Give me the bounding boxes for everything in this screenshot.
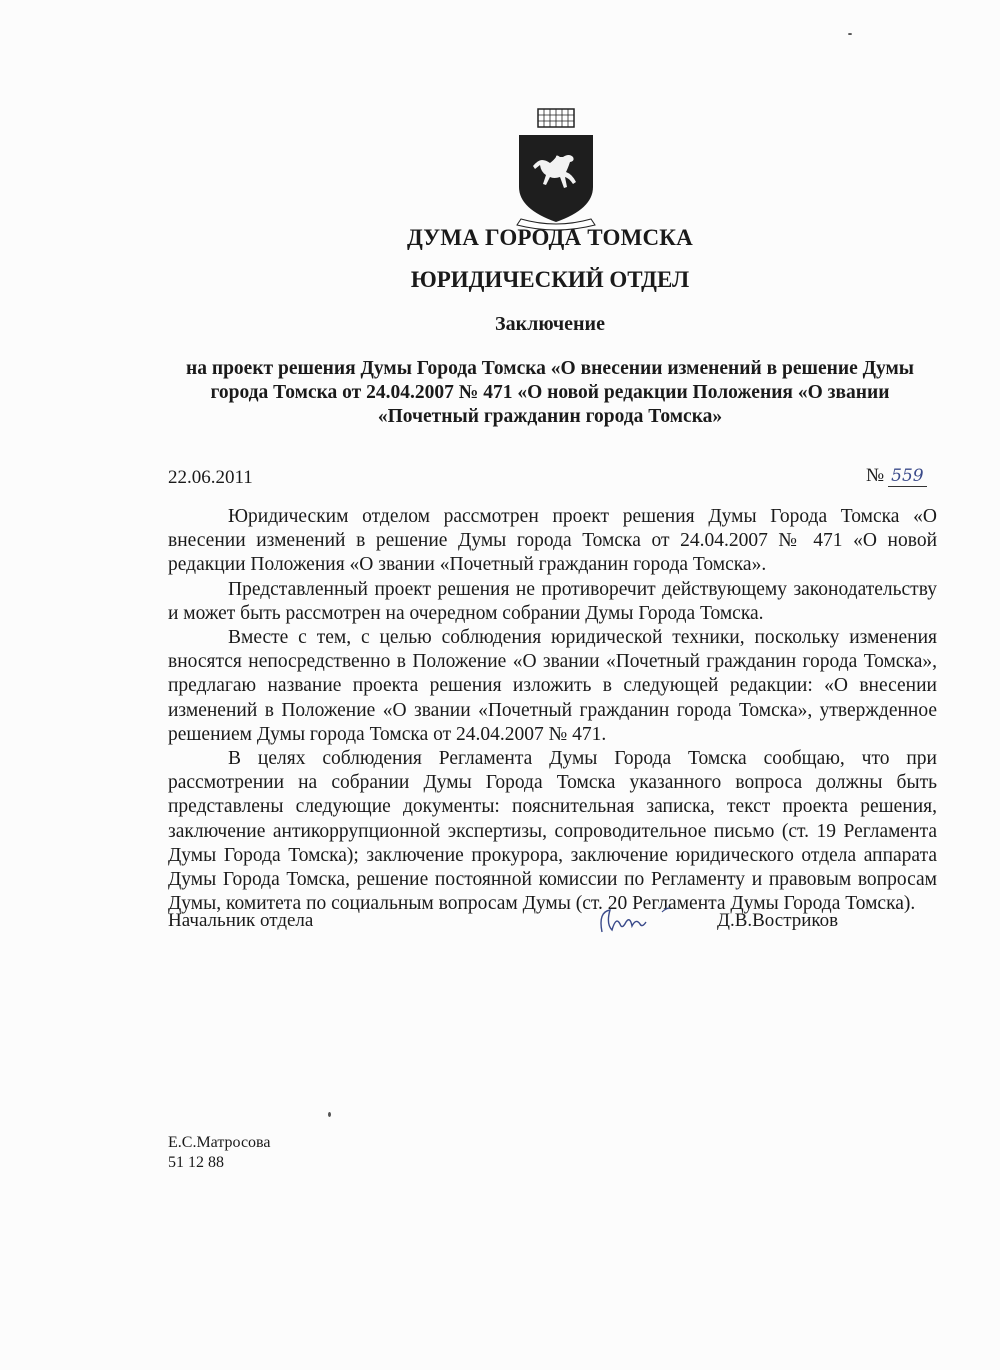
paragraph: Вместе с тем, с целью соблюдения юридической техники, поскольку изменения вносятся непосредственно в Положение «О звании «Почетный гражданин города Томска», предлагаю название проекта решения изложить в следующей редакции: «О внесении изменений в Положение «О звании «Почетный гражданин города Томска», утвержденное решением Думы города Томска от 24.04.2007 № 471.	[168, 627, 937, 745]
tomsk-coat-of-arms-icon	[511, 107, 601, 232]
document-subject: на проект решения Думы Города Томска «О внесении изменений в решение Думы города Томска от 24.04.2007 № 471 «О новой редакции Положения «О звании «Почетный гражданин города Томска»	[185, 358, 915, 427]
paragraph: В целях соблюдения Регламента Думы Города Томска сообщаю, что при рассмотрении на собрании Думы Города Томска указанного вопроса должны быть представлены следующие документы: пояснительная записка, текст проекта решения, заключение антикоррупционной экспертизы, сопроводительное письмо (ст. 19 Регламента Думы Города Томска); заключение прокурора, заключение юридического отдела аппарата Думы Города Томска, решение постоянной комиссии по Регламенту и правовым вопросам Думы, комитета по социальным вопросам Думы (ст. 20 Регламента Думы Города Томска).	[168, 748, 937, 915]
organization-title: ДУМА ГОРОДА ТОМСКА	[407, 225, 693, 250]
document-body	[168, 505, 937, 916]
executor-name: Е.С.Матросова	[168, 1134, 271, 1151]
paragraph: Представленный проект решения не противоречит действующему законодательству и может быть рассмотрен на очередном собрании Думы Города Томска.	[168, 578, 937, 624]
number-label: №	[866, 465, 885, 486]
scan-speck	[328, 1112, 331, 1117]
number-value: 559	[888, 466, 926, 487]
executor-block	[168, 1133, 271, 1173]
document-number	[866, 465, 927, 487]
document-type: Заключение	[495, 313, 605, 335]
handwritten-signature-icon	[596, 902, 676, 942]
signer-name: Д.В.Востриков	[717, 910, 839, 931]
paragraph: Юридическим отделом рассмотрен проект решения Думы Города Томска «О внесении изменений в решение Думы города Томска от 24.04.2007 № 471 «О новой редакции Положения «О звании «Почетный гражданин города Томска».	[168, 506, 937, 576]
scan-speck	[848, 33, 852, 35]
signer-position: Начальник отдела	[168, 910, 314, 931]
executor-phone: 51 12 88	[168, 1154, 224, 1171]
department-title: ЮРИДИЧЕСКИЙ ОТДЕЛ	[410, 267, 690, 292]
document-date: 22.06.2011	[168, 467, 253, 488]
